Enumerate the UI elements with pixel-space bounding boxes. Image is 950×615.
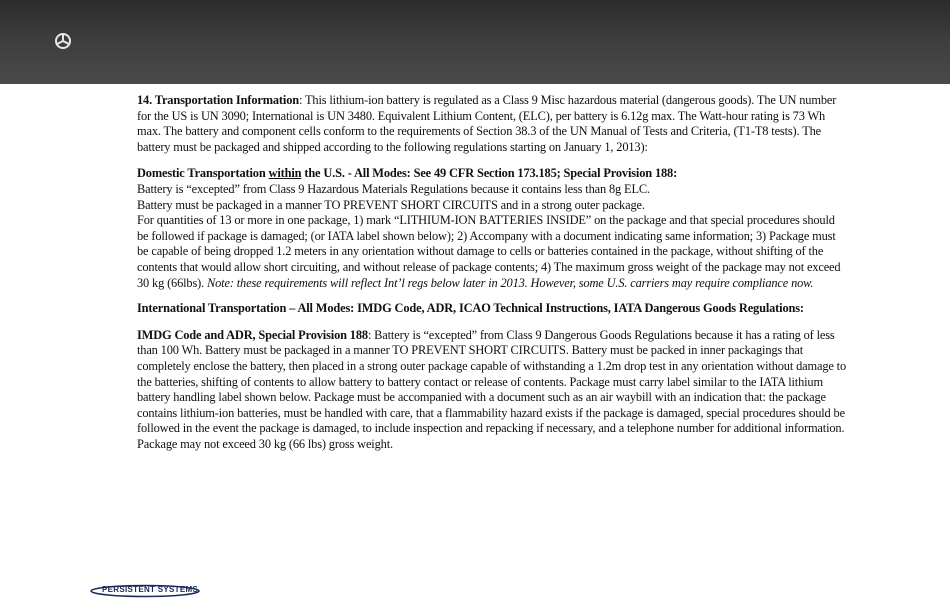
domestic-transport-block (137, 166, 849, 291)
persistent-systems-logo (90, 584, 210, 598)
international-paragraph (137, 301, 849, 317)
imdg-body: : Battery is “excepted” from Class 9 Dangerous Goods Regulations because it has a rating of less than 100 Wh. Battery must be packaged in a manner TO PREVENT SHORT CIRCUITS. Battery must be packed in inner packagings that completely enclose the battery, then placed in a strong outer package capable of withstanding a 1.2m drop test in any orientation without damage to the batteries, shifting of contents to allow battery to battery contact or release of contents. Package must carry label similar to the IATA lithium battery handling label shown below. Package must be accompanied with a document such as an air waybill with an indication that: the package contains lithium-ion batteries, must be handled with care, that a flammability hazard exists if the package is damaged, special procedures should be followed in the event the package is damaged, to include inspection and repacking if necessary, and a telephone number for additional information. Package may not exceed 30 kg (66 lbs) gross weight. (137, 327, 846, 451)
transportation-info-paragraph (137, 93, 849, 155)
imdg-heading: IMDG Code and ADR, Special Provision 188 (137, 327, 368, 342)
top-banner (0, 0, 950, 84)
section-14-heading: 14. Transportation Information (137, 93, 299, 107)
domestic-quantity-paragraph: For quantities of 13 or more in one package, 1) mark “LITHIUM-ION BATTERIES INSIDE” on the package and that special procedures should be followed if package is damaged; (or IATA label shown below); 2) Accompany with a document indicating same information; 3) Package must be capable of being dropped 1.2 meters in any orientation without damage to cells or batteries contained in the package, without shifting of the contents that would allow short circuiting, and without release of package contents; 4) The maximum gross weight of the package may not exceed 30 kg (66lbs). (137, 213, 841, 290)
section-14-intro: : This lithium-ion battery is regulated as a Class 9 Misc hazardous material (dangerous goods). The UN number for the US is UN 3090; International is UN 3480. Equivalent Lithium Content, (ELC), per battery is 6.12g max. The Watt-hour rating is 73 Wh max. The battery and component cells conform to the requirements of Section 38.3 of the UN Manual of Tests and Criteria, (T1-T8 tests). The battery must be packaged and shipped according to the following regulations starting on January 1, 2013): (137, 93, 837, 154)
domestic-heading-underlined: within (268, 166, 302, 181)
domestic-note: Note: these requirements will reflect Int’l regs below later in 2013. However, some U.S. carriers may require compliance now. (204, 275, 814, 290)
domestic-heading-post: the U.S. - All Modes: See 49 CFR Section 173.185; Special Provision 188: (301, 166, 678, 181)
document-content (137, 93, 849, 463)
international-heading: International Transportation – All Modes: IMDG Code, ADR, ICAO Technical Instructions, IATA Dangerous Goods Regulations: (137, 301, 804, 316)
domestic-heading (137, 166, 677, 180)
logo-text: PERSISTENT SYSTEMS (102, 585, 199, 594)
domestic-line-2: Battery must be packaged in a manner TO PREVENT SHORT CIRCUITS and in a strong outer package. (137, 197, 645, 212)
company-logo-icon (53, 31, 73, 51)
domestic-heading-pre: Domestic Transportation (137, 166, 269, 181)
imdg-paragraph (137, 328, 849, 453)
domestic-line-1: Battery is “excepted” from Class 9 Hazardous Materials Regulations because it contains less than 8g ELC. (137, 181, 650, 196)
